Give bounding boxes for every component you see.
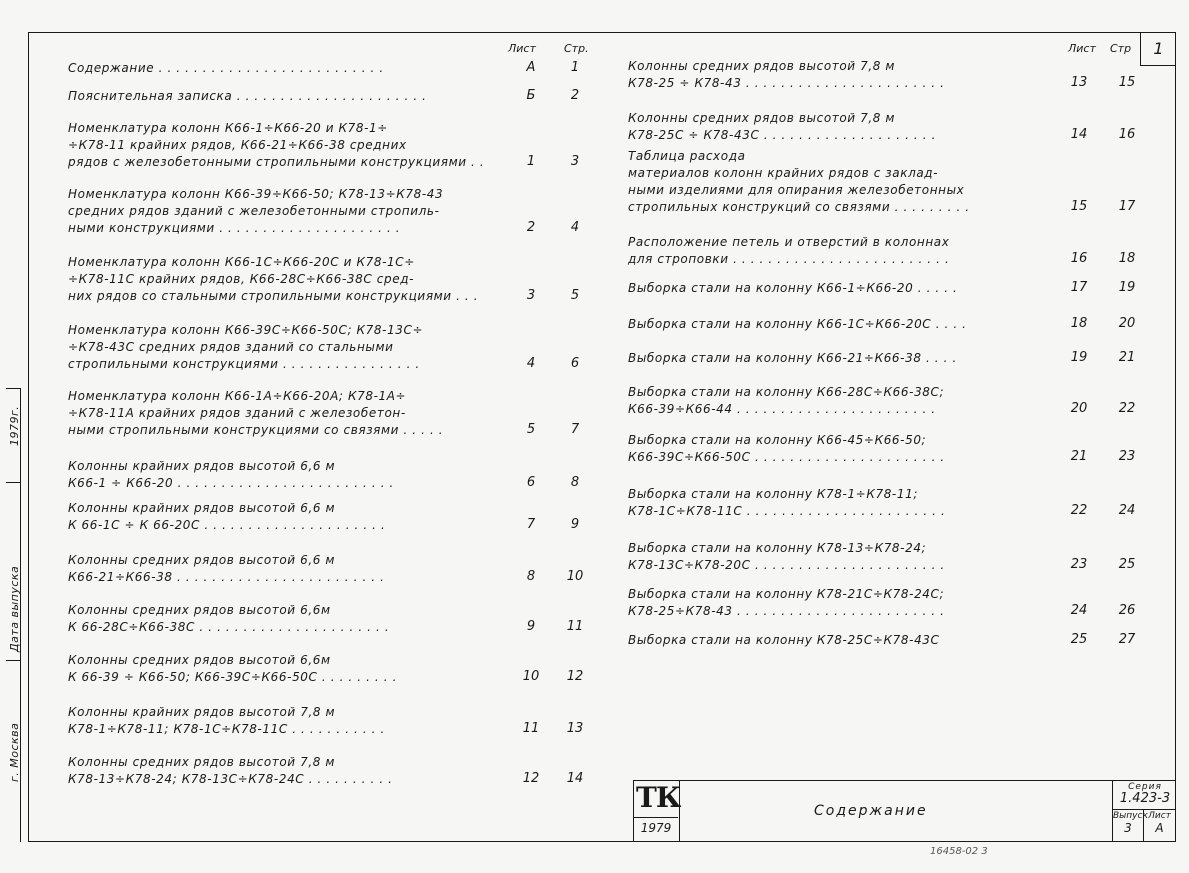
entry-text-line: Колонны средних рядов высотой 7,8 м (628, 111, 896, 125)
col-header-sheet-right: Лист (1068, 42, 1096, 55)
entry-page-number: 22 (1118, 401, 1136, 416)
entry-text-line: Номенклатура колонн К66-1А÷К66-20А; К78-1А÷ (68, 389, 407, 403)
right-entry (628, 384, 944, 418)
tk-logo: ТК (636, 781, 681, 814)
entry-text-line: Выборка стали на колонну К78-1÷К78-11; (628, 487, 918, 501)
entry-text-line: Выборка стали на колонну К78-21С÷К78-24С; (628, 587, 945, 601)
left-entry (68, 120, 484, 171)
entry-sheet-number: 11 (522, 721, 540, 736)
left-entry (68, 552, 385, 586)
entry-sheet-number: 10 (522, 669, 540, 684)
entry-text-line: Колонны средних рядов высотой 6,6м (68, 653, 331, 667)
entry-sheet-number: 7 (526, 517, 536, 532)
entry-text-line: ными конструкциями . . . . . . . . . . . . . . . . . . . . . (68, 221, 401, 235)
entry-sheet-number: 3 (526, 288, 536, 303)
entry-text-line: К 66-1С ÷ К 66-20С . . . . . . . . . . . . . . . . . . . . . (68, 518, 386, 532)
entry-text-line: стропильных конструкций со связями . . . . . . . . . (628, 200, 970, 214)
entry-sheet-number: 23 (1070, 557, 1088, 572)
entry-page-number: 12 (566, 669, 584, 684)
series-value: 1.423-3 (1119, 791, 1171, 806)
entry-page-number: 13 (566, 721, 584, 736)
left-entry (68, 88, 427, 105)
entry-text-line: Колонны средних рядов высотой 6,6 м (68, 553, 336, 567)
entry-text-line: них рядов со стальными стропильными конструкциями . . . (68, 289, 479, 303)
right-entry (628, 280, 957, 297)
entry-text-line: материалов колонн крайних рядов с заклад- (628, 166, 939, 180)
entry-page-number: 1 (570, 60, 580, 75)
entry-text-line: Содержание . . . . . . . . . . . . . . . . . . . . . . . . . . (68, 61, 384, 75)
entry-page-number: 9 (570, 517, 580, 532)
entry-sheet-number: 15 (1070, 199, 1088, 214)
left-entry (68, 186, 443, 237)
entry-page-number: 23 (1118, 449, 1136, 464)
entry-text-line: Выборка стали на колонну К66-21÷К66-38 . . . . (628, 351, 957, 365)
right-entry (628, 234, 949, 268)
entry-text-line: К78-25 ÷ К78-43 . . . . . . . . . . . . . . . . . . . . . . . (628, 76, 945, 90)
entry-page-number: 27 (1118, 632, 1136, 647)
entry-sheet-number: 5 (526, 422, 536, 437)
entry-text-line: К66-21÷К66-38 . . . . . . . . . . . . . . . . . . . . . . . . (68, 570, 385, 584)
right-entry (628, 316, 967, 333)
entry-page-number: 25 (1118, 557, 1136, 572)
entry-text-line: Колонны крайних рядов высотой 6,6 м (68, 501, 336, 515)
entry-sheet-number: Б (526, 88, 536, 103)
entry-sheet-number: 17 (1070, 280, 1088, 295)
right-entry (628, 432, 945, 466)
issue-cell (1113, 810, 1148, 842)
left-entry (68, 602, 389, 636)
title-block-title: Содержание (814, 803, 928, 819)
entry-page-number: 16 (1118, 127, 1136, 142)
entry-text-line: К66-39С÷К66-50С . . . . . . . . . . . . . . . . . . . . . . (628, 450, 945, 464)
sheet-number-box (1140, 32, 1176, 66)
entry-text-line: рядов с железобетонными стропильными конструкциями . . (68, 155, 485, 169)
sheet-number: 1 (1153, 39, 1164, 58)
right-entry (628, 586, 945, 620)
entry-page-number: 8 (570, 475, 580, 490)
entry-page-number: 5 (570, 288, 580, 303)
entry-text-line: Номенклатура колонн К66-39÷К66-50; К78-13÷К78-43 (68, 187, 444, 201)
entry-text-line: для строповки . . . . . . . . . . . . . . . . . . . . . . . . . (628, 252, 950, 266)
entry-page-number: 19 (1118, 280, 1136, 295)
sheet-value: А (1155, 821, 1164, 835)
left-entry (68, 254, 478, 305)
entry-text-line: К78-25С ÷ К78-43С . . . . . . . . . . . . . . . . . . . . (628, 128, 936, 142)
entry-sheet-number: 21 (1070, 449, 1088, 464)
right-entry (628, 632, 940, 649)
entry-text-line: К78-25÷К78-43 . . . . . . . . . . . . . . . . . . . . . . . . (628, 604, 945, 618)
entry-text-line: ными изделиями для опирания железобетонных (628, 183, 965, 197)
entry-sheet-number: 19 (1070, 350, 1088, 365)
col-header-page-right: Стр (1110, 42, 1132, 55)
entry-text-line: К 66-28С÷К66-38С . . . . . . . . . . . . . . . . . . . . . . (68, 620, 390, 634)
entry-text-line: Выборка стали на колонну К66-1÷К66-20 . . . . . (628, 281, 958, 295)
entry-page-number: 18 (1118, 251, 1136, 266)
entry-sheet-number: 18 (1070, 316, 1088, 331)
left-entry (68, 388, 443, 439)
entry-page-number: 2 (570, 88, 580, 103)
entry-page-number: 24 (1118, 503, 1136, 518)
entry-text-line: ÷К78-11 крайних рядов, К66-21÷К66-38 средних (68, 138, 407, 152)
entry-sheet-number: А (526, 60, 536, 75)
footer-note: 16458-02 3 (930, 846, 988, 857)
entry-sheet-number: 9 (526, 619, 536, 634)
entry-page-number: 11 (566, 619, 584, 634)
title-block-logo-cell (634, 781, 680, 841)
entry-text-line: Выборка стали на колонну К78-13÷К78-24; (628, 541, 927, 555)
entry-sheet-number: 16 (1070, 251, 1088, 266)
series-label: Серия (1128, 782, 1162, 792)
entry-sheet-number: 12 (522, 771, 540, 786)
right-entry (628, 148, 970, 216)
sidebar-tick (6, 482, 20, 483)
entry-page-number: 17 (1118, 199, 1136, 214)
entry-text-line: Выборка стали на колонну К78-25С÷К78-43С (628, 633, 940, 647)
entry-sheet-number: 14 (1070, 127, 1088, 142)
left-entry (68, 322, 423, 373)
col-header-sheet: Лист (508, 42, 536, 55)
entry-text-line: К78-13÷К78-24; К78-13С÷К78-24С . . . . . . . . . . (68, 772, 393, 786)
entry-text-line: Выборка стали на колонну К66-28С÷К66-38С; (628, 385, 945, 399)
entry-text-line: Расположение петель и отверстий в колоннах (628, 235, 950, 249)
sidebar-year: 1979г. (8, 405, 21, 446)
entry-page-number: 6 (570, 356, 580, 371)
entry-text-line: Номенклатура колонн К66-1С÷К66-20С и К78-1С÷ (68, 255, 415, 269)
entry-sheet-number: 24 (1070, 603, 1088, 618)
entry-text-line: Выборка стали на колонну К66-1С÷К66-20С . . . . (628, 317, 967, 331)
entry-text-line: ÷К78-11А крайних рядов зданий с железобетон- (68, 406, 406, 420)
entry-page-number: 10 (566, 569, 584, 584)
entry-sheet-number: 20 (1070, 401, 1088, 416)
right-entry (628, 58, 945, 92)
entry-text-line: Выборка стали на колонну К66-45÷К66-50; (628, 433, 927, 447)
entry-sheet-number: 6 (526, 475, 536, 490)
entry-text-line: ными стропильными конструкциями со связями . . . . . (68, 423, 444, 437)
entry-sheet-number: 1 (526, 154, 536, 169)
entry-text-line: К78-1÷К78-11; К78-1С÷К78-11С . . . . . . . . . . . (68, 722, 385, 736)
right-entry (628, 486, 945, 520)
entry-text-line: К66-39÷К66-44 . . . . . . . . . . . . . . . . . . . . . . . (628, 402, 936, 416)
left-entry (68, 458, 394, 492)
entry-page-number: 15 (1118, 75, 1136, 90)
entry-sheet-number: 8 (526, 569, 536, 584)
entry-text-line: Таблица расхода (628, 149, 746, 163)
entry-text-line: стропильными конструкциями . . . . . . . . . . . . . . . . (68, 357, 420, 371)
entry-page-number: 20 (1118, 316, 1136, 331)
sidebar-tick (6, 388, 20, 389)
entry-page-number: 26 (1118, 603, 1136, 618)
entry-sheet-number: 4 (526, 356, 536, 371)
left-entry (68, 60, 384, 77)
entry-sheet-number: 13 (1070, 75, 1088, 90)
entry-text-line: К 66-39 ÷ К66-50; К66-39С÷К66-50С . . . . . . . . . (68, 670, 397, 684)
entry-text-line: Номенклатура колонн К66-39С÷К66-50С; К78-13С÷ (68, 323, 424, 337)
entry-page-number: 7 (570, 422, 580, 437)
entry-sheet-number: 25 (1070, 632, 1088, 647)
sidebar-release-date-label: Дата выпуска (8, 565, 21, 652)
entry-text-line: средних рядов зданий с железобетонными стропиль- (68, 204, 440, 218)
left-entry (68, 652, 397, 686)
entry-text-line: К78-1С÷К78-11С . . . . . . . . . . . . . . . . . . . . . . . (628, 504, 946, 518)
title-block-series-cell (1112, 781, 1176, 841)
entry-page-number: 21 (1118, 350, 1136, 365)
right-entry (628, 350, 957, 367)
title-block-year: 1979 (634, 817, 678, 835)
entry-text-line: ÷К78-43С средних рядов зданий со стальными (68, 340, 394, 354)
entry-text-line: ÷К78-11С крайних рядов, К66-28С÷К66-38С сред- (68, 272, 415, 286)
sheet-label: Лист (1148, 811, 1171, 821)
left-entry (68, 704, 385, 738)
entry-sheet-number: 2 (526, 220, 536, 235)
entry-sheet-number: 22 (1070, 503, 1088, 518)
right-entry (628, 110, 936, 144)
entry-page-number: 3 (570, 154, 580, 169)
sidebar-tick (6, 660, 20, 661)
entry-text-line: Колонны средних рядов высотой 7,8 м (628, 59, 896, 73)
entry-text-line: Колонны крайних рядов высотой 6,6 м (68, 459, 336, 473)
title-block (633, 780, 1176, 842)
entry-page-number: 4 (570, 220, 580, 235)
entry-page-number: 14 (566, 771, 584, 786)
issue-label: Выпуск (1113, 811, 1148, 821)
entry-text-line: Колонны средних рядов высотой 7,8 м (68, 755, 336, 769)
col-header-page: Стр. (564, 42, 589, 55)
issue-sheet-grid (1113, 809, 1175, 842)
entry-text-line: Колонны крайних рядов высотой 7,8 м (68, 705, 336, 719)
entry-text-line: Пояснительная записка . . . . . . . . . . . . . . . . . . . . . . (68, 89, 427, 103)
right-entry (628, 540, 945, 574)
left-entry (68, 754, 393, 788)
entry-text-line: К78-13С÷К78-20С . . . . . . . . . . . . . . . . . . . . . . (628, 558, 945, 572)
issue-value: 3 (1124, 821, 1132, 835)
entry-text-line: К66-1 ÷ К66-20 . . . . . . . . . . . . . . . . . . . . . . . . . (68, 476, 394, 490)
entry-text-line: Колонны средних рядов высотой 6,6м (68, 603, 331, 617)
left-entry (68, 500, 385, 534)
entry-text-line: Номенклатура колонн К66-1÷К66-20 и К78-1÷ (68, 121, 388, 135)
sheet-cell (1144, 810, 1175, 842)
sidebar-city: г. Москва (8, 722, 21, 782)
